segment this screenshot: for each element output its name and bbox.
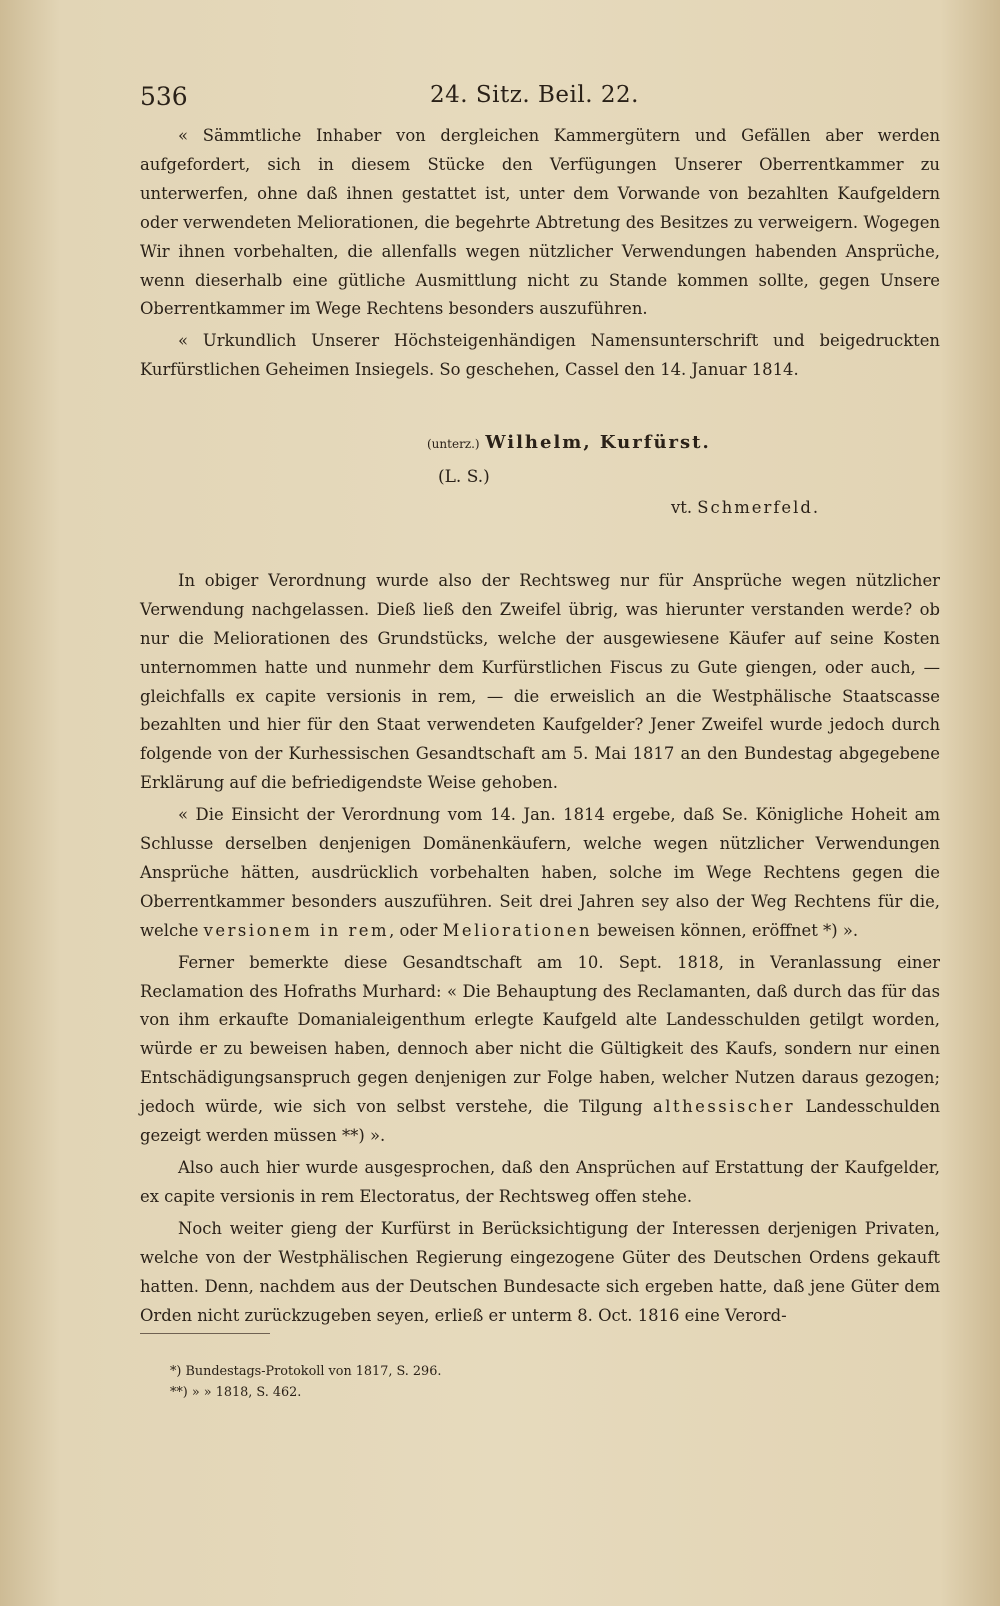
- paragraph-4-spaced-1: versionem in rem: [203, 920, 390, 940]
- signature-name: Wilhelm, Kurfürst.: [485, 432, 711, 454]
- paragraph-4-text-c: beweisen können, eröffnet *) ».: [597, 920, 859, 940]
- footnote-2-ditto: » »: [191, 1385, 212, 1400]
- countersign-name: Schmerfeld.: [697, 497, 821, 517]
- footnote-2-text: 1818, S. 462.: [215, 1385, 302, 1400]
- running-head: 24. Sitz. Beil. 22.: [430, 82, 639, 108]
- paragraph-5-text-a: Ferner bemerkte diese Gesandtschaft am 10. Sept. 1818, in Veranlassung einer Reclamation des Hofraths Murhard: « Die Behauptung des Reclamanten, daß durch das für das von ihm erkaufte Domanialeigenthum erlegte Kaufgeld alte Landesschulden getilgt worden, würde er zu beweisen haben, dennoch aber nicht die Gültigkeit des Kaufs, sondern nur einen Entschädigungsanspruch gegen denjenigen zur Folge haben, welcher Nutzen daraus gezogen; jedoch würde, wie sich von selbst verstehe, die Tilgung: [140, 952, 940, 1117]
- footnotes: [170, 1361, 670, 1403]
- paragraph-3: In obiger Verordnung wurde also der Rechtsweg nur für Ansprüche wegen nützlicher Verwendung nachgelassen. Dieß ließ den Zweifel übrig, was hierunter verstanden werde? ob nur die Meliorationen des Grundstücks, welche der ausgewiesene Käufer auf seine Kosten unternommen hatte und nunmehr dem Kurfürstlichen Fiscus zu Gute giengen, oder auch, — gleichfalls ex capite versionis in rem, — die erweislich an die Westphälische Staatscasse bezahlten und hier für den Staat verwendeten Kaufgelder? Jener Zweifel wurde jedoch durch folgende von der Kurhessischen Gesandtschaft am 5. Mai 1817 an den Bundestag abgegebene Erklärung auf die befriedigendste Weise gehoben.: [140, 570, 940, 793]
- page-header: [140, 82, 940, 114]
- signature-line: [140, 429, 940, 459]
- seal-line: (L. S.): [438, 467, 490, 488]
- paragraph-5-spaced: althessischer: [652, 1097, 796, 1117]
- paragraph-6: Also auch hier wurde ausgesprochen, daß den Ansprüchen auf Erstattung der Kaufgelder, ex capite versionis in rem Electoratus, der Rechtsweg offen stehe.: [140, 1158, 940, 1206]
- paragraph-4-spaced-2: Meliorationen: [442, 920, 593, 940]
- page-number: 536: [140, 82, 188, 111]
- signature-prefix: (unterz.): [427, 437, 480, 452]
- paragraph-7: Noch weiter gieng der Kurfürst in Berücksichtigung der Interessen derjenigen Privaten, welche von der Westphälischen Regierung eingezogene Güter des Deutschen Ordens gekauft hatten. Denn, nachdem aus der Deutschen Bundesacte sich ergeben hatte, daß jene Güter dem Orden nicht zurückzugeben seyen, erließ er unterm 8. Oct. 1816 eine Verord-: [140, 1218, 940, 1325]
- countersignature-line: [140, 494, 940, 523]
- footnote-2-mark: **): [170, 1385, 188, 1400]
- paragraph-4-text-b: , oder: [389, 920, 438, 940]
- paragraph-2: « Urkundlich Unserer Höchsteigenhändigen Namensunterschrift und beigedruckten Kurfürstlichen Geheimen Insiegels. So geschehen, Cassel den 14. Januar 1814.: [140, 331, 940, 380]
- paragraph-5: [140, 949, 940, 1151]
- footnote-divider: [140, 1333, 270, 1334]
- body-text: [140, 122, 940, 1330]
- paragraph-1: « Sämmtliche Inhaber von dergleichen Kammergütern und Gefällen aber werden aufgefordert, sich in diesem Stücke den Verfügungen Unserer Oberrentkammer zu unterwerfen, ohne daß ihnen gestattet ist, unter dem Vorwande von bezahlten Kaufgeldern oder verwendeten Meliorationen, die begehrte Abtretung des Besitzes zu verweigern. Wogegen Wir ihnen vorbehalten, die allenfalls wegen nützlicher Verwendungen habenden Ansprüche, wenn dieserhalb eine gütliche Ausmittlung nicht zu Stande kommen sollte, gegen Unsere Oberrentkammer im Wege Rechtens besonders auszuführen.: [140, 126, 940, 319]
- footnote-2: [170, 1382, 670, 1403]
- footnote-1: *) Bundestags-Protokoll von 1817, S. 296.: [170, 1364, 442, 1379]
- countersign-prefix: vt.: [671, 497, 693, 517]
- paragraph-5-text-b: Landesschulden gezeigt werden müssen **) ».: [140, 1097, 940, 1146]
- paragraph-4: [140, 801, 940, 946]
- paragraph-4-text-a: « Die Einsicht der Verordnung vom 14. Jan. 1814 ergebe, daß Se. Königliche Hoheit am Schlusse derselben denjenigen Domänenkäufern, welche wegen nützlicher Verwendungen Ansprüche hätten, ausdrücklich vorbehalten haben, solche im Wege Rechtens gegen die Oberrentkammer besonders auszuführen. Seit drei Jahren sey also der Weg Rechtens für die, welche: [140, 805, 940, 940]
